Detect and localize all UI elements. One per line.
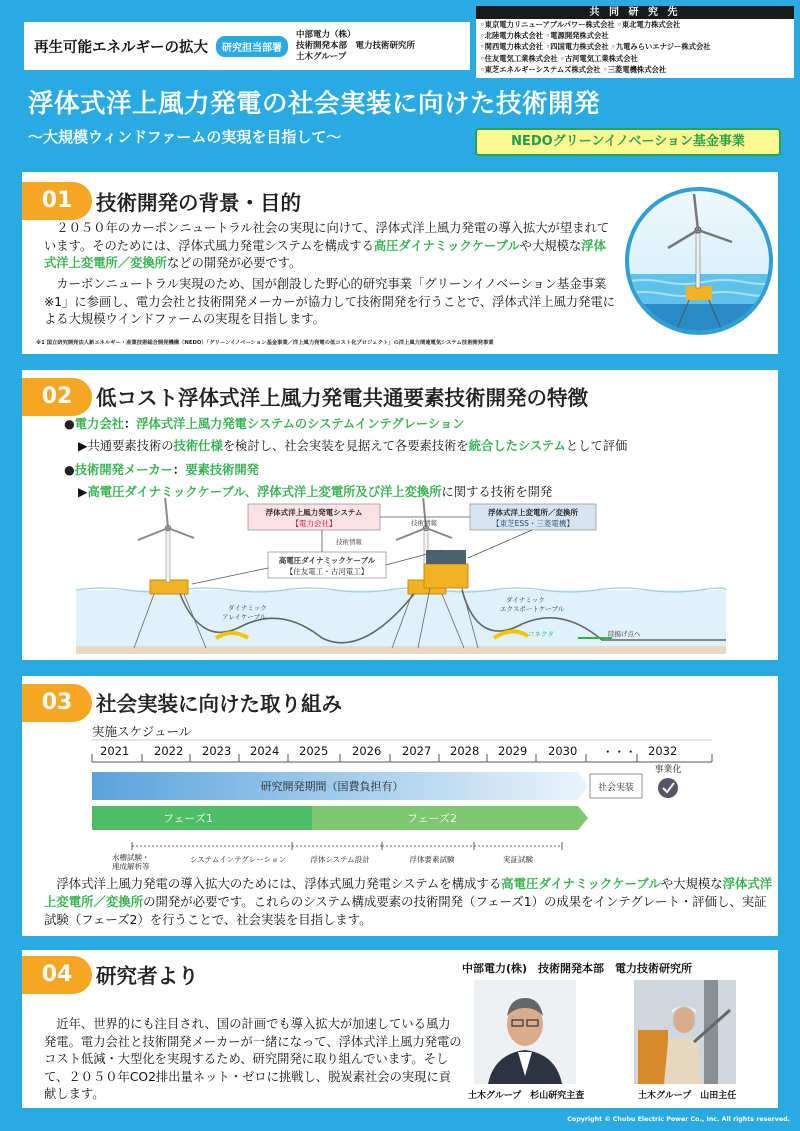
partner-line: ◦東芝エネルギーシステムズ株式会社 ◦三菱電機株式会社	[480, 64, 667, 74]
lab-worker-icon	[634, 980, 736, 1084]
cable-label: アレイケーブル	[222, 613, 267, 621]
bullet-power-company	[64, 414, 465, 432]
s1-paragraph-2	[44, 276, 616, 329]
org-line: 技術開発本部 電力技術研究所	[296, 40, 416, 51]
person-icon	[474, 980, 576, 1084]
section-number: 03	[22, 684, 92, 722]
year-label: 2023	[202, 744, 232, 758]
cable-label: ダイナミック	[228, 604, 267, 612]
page-title: 浮体式洋上風力発電の社会実装に向けた技術開発	[28, 89, 601, 119]
year-label: 2022	[154, 744, 184, 758]
year-label: 2026	[352, 744, 382, 758]
copyright: Copyright © Chubu Electric Power Co., Inc. All rights reserved.	[567, 1116, 790, 1123]
text: 近年、世界的にも注目され、国の計画でも導入拡大が加速している風力発電。電力会社と技術開発メーカーが一緒になって、浮体式洋上風力発電のコスト低減・大型化を実現するため、研究開発に取り組んでいます。そして、２０５０年CO2排出量ネット・ゼロに挑戦し、脱炭素社会の実現に貢献します。	[44, 1017, 462, 1101]
year-label: 2029	[498, 744, 528, 758]
step-label: システムインテグレーション	[190, 855, 286, 864]
box-substation-title: 浮体式洋上変電所／変換所	[488, 508, 578, 517]
info-label: 技術情報	[336, 538, 362, 546]
period-label: 研究開発期間（国費負担有）	[260, 780, 404, 793]
org-line: 中部電力（株）	[296, 29, 356, 40]
schedule-title: 実施スケジュール	[92, 724, 192, 739]
photo-caption-1: 土木グループ 杉山研究主査	[468, 1091, 585, 1101]
highlight: 統合したシステム	[468, 439, 566, 453]
landing-label: 陸揚げ点へ	[608, 630, 641, 638]
dept-tag: 研究担当部署	[216, 36, 288, 57]
section-heading: 技術開発の背景・目的	[96, 191, 301, 215]
cable-label: エクスポートケーブル	[500, 605, 565, 613]
text: の開発が必要です。これらのシステム構成要素の技術開発（フェーズ1）の成果をインテグレート・評価し、実証試験（フェーズ2）を行うことで、社会実装を目指します。	[44, 894, 767, 927]
partners-box	[476, 6, 794, 78]
label: 電力会社	[74, 417, 124, 431]
bullet-dot-icon: ●	[64, 417, 75, 431]
page-subtitle: 〜大規模ウィンドファームの実現を目指して〜	[28, 128, 342, 146]
year-label: 2030	[548, 744, 578, 758]
partner-line: ◦住友電気工業株式会社 ◦古河電気工業株式会社	[480, 53, 638, 63]
text: に関する技術を開発	[441, 485, 553, 499]
section-heading: 社会実装に向けた取り組み	[96, 692, 342, 716]
step-label: 水槽試験・	[112, 853, 150, 862]
partner-line: ◦関西電力株式会社 ◦四国電力株式会社 ◦九電みらいエナジー株式会社	[480, 42, 711, 52]
section-number: 04	[22, 956, 92, 994]
partner-line: ◦北陸電力株式会社 ◦電源開発株式会社	[480, 31, 609, 41]
partners-title: 共 同 研 究 先	[476, 6, 794, 19]
year-label: ・・・	[602, 745, 637, 759]
cable-label: ダイナミック	[506, 596, 545, 604]
text: や大規模な	[660, 876, 723, 891]
year-label: 2025	[299, 744, 329, 758]
footnote: ※1 国立研究開発法人新エネルギー・産業技術総合開発機構（NEDO）「グリーンイノベーション基金事業／洋上風力発電の低コスト化プロジェクト」の洋上風力関連電気システム技術開発事業	[36, 340, 494, 346]
text: や大規模な	[519, 238, 582, 253]
highlight: 浮体式洋上変電所／変換所	[44, 876, 773, 909]
box-system-sub: 【電力会社】	[291, 519, 337, 528]
year-label: 2027	[402, 744, 432, 758]
org-line: 土木グループ	[296, 51, 347, 62]
nedo-badge: NEDOグリーンイノベーション基金事業	[475, 128, 781, 156]
section-number: 02	[22, 378, 92, 416]
box-substation-sub: 【東芝ESS・三菱電機】	[492, 519, 574, 528]
text: 要素技術開発	[185, 463, 259, 477]
connector-label: コネクタ	[528, 630, 554, 638]
box-cable-sub: 【住友電工・古河電工】	[285, 567, 369, 576]
section-heading: 研究者より	[96, 964, 199, 988]
section-number: 01	[22, 182, 92, 220]
text: ２０５０年のカーボンニュートラル社会の実現に向けて、浮体式洋上風力発電の導入拡大が望まれています。そのためには、浮体式風力発電システムを構成する	[44, 221, 610, 253]
year-label: 2032	[648, 744, 678, 758]
photo-caption-2: 土木グループ 山田主任	[638, 1091, 737, 1101]
header-box	[24, 22, 470, 70]
s1-paragraph-1	[44, 220, 616, 273]
dept-org	[296, 30, 415, 63]
phase1-label: フェーズ1	[163, 812, 213, 825]
text: として評価	[565, 439, 628, 453]
schedule-chart	[22, 736, 778, 872]
text: などの開発が必要です。	[166, 256, 302, 270]
box-system-title: 浮体式洋上風力発電システム	[265, 508, 363, 517]
system-diagram	[22, 498, 778, 660]
commercial-label: 事業化	[654, 765, 682, 775]
highlight: 浮体式洋上変電所／変換所	[44, 238, 606, 270]
bullet-power-company-detail	[78, 436, 627, 454]
s3-paragraph	[44, 875, 774, 929]
year-label: 2024	[250, 744, 280, 758]
wind-turbine-illustration	[624, 186, 774, 336]
text: ▶	[78, 485, 88, 499]
highlight: 技術仕様	[173, 439, 223, 453]
colon: ：	[123, 417, 137, 431]
phase2-label: フェーズ2	[407, 812, 457, 825]
partner-line: ◦東京電力リニューアブルパワー株式会社 ◦東北電力株式会社	[480, 20, 681, 29]
step-label: 連成解析等	[112, 862, 150, 871]
step-label: 浮体システム設計	[310, 855, 370, 864]
step-label: 浮体要素試験	[409, 855, 455, 864]
text: 浮体式洋上風力発電の導入拡大のためには、浮体式風力発電システムを構成する	[56, 876, 502, 891]
highlight: 高圧ダイナミックケーブル	[373, 238, 520, 253]
highlight: 高電圧ダイナミックケーブル、浮体式洋上変電所及び洋上変換所	[87, 485, 442, 499]
theme-label: 再生可能エネルギーの拡大	[34, 39, 208, 56]
researcher-photo-1	[474, 980, 576, 1084]
text: ▶共通要素技術の	[78, 439, 174, 453]
social-label: 社会実装	[597, 783, 635, 793]
colon: ：	[172, 463, 186, 477]
highlight: 高電圧ダイナミックケーブル	[501, 876, 661, 891]
section-03	[22, 676, 778, 936]
section-04	[22, 950, 778, 1108]
year-label: 2021	[100, 744, 130, 758]
s4-paragraph	[44, 1016, 462, 1104]
section-01	[22, 172, 778, 354]
info-label: 技術情報	[411, 519, 437, 527]
step-label: 実証試験	[503, 855, 533, 864]
researcher-org: 中部電力(株) 技術開発本部 電力技術研究所	[462, 962, 693, 975]
text: 浮体式洋上風力発電システムのシステムインテグレーション	[136, 417, 465, 431]
text: カーボンニュートラル実現のため、国が創設した野心的研究事業「グリーンイノベーション基金事業※1」に参画し、電力会社と技術開発メーカーが協力して技術開発を行うことで、浮体式洋上風力発電による大規模ウインドファームの実現を目指します。	[44, 277, 615, 326]
section-02	[22, 370, 778, 660]
section-heading: 低コスト浮体式洋上風力発電共通要素技術開発の特徴	[96, 386, 588, 410]
box-cable-title: 高電圧ダイナミックケーブル	[278, 556, 376, 565]
text: を検討し、社会実装を見据えて各要素技術を	[222, 439, 469, 453]
year-label: 2028	[450, 744, 480, 758]
bullet-maker	[64, 460, 259, 478]
researcher-photo-2	[634, 980, 736, 1084]
label: 技術開発メーカー	[74, 463, 173, 477]
bullet-dot-icon: ●	[64, 463, 75, 477]
